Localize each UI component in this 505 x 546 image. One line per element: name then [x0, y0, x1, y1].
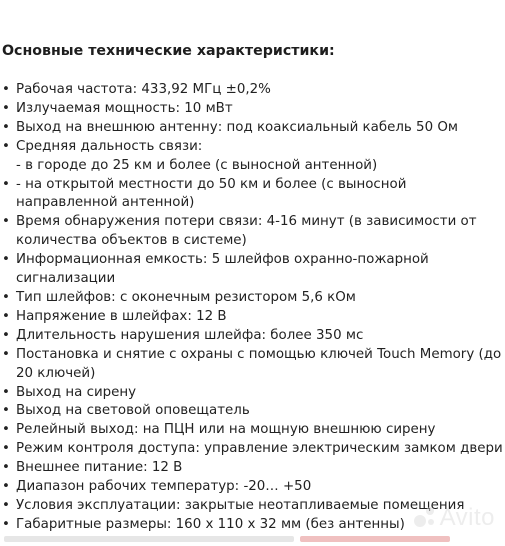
- cut-off-next-line: [0, 536, 505, 546]
- spec-item: [0, 421, 505, 440]
- spec-item: [0, 251, 505, 270]
- spec-text: Напряжение в шлейфах: 12 В: [16, 308, 227, 324]
- spec-text: Габаритные размеры: 160 х 110 х 32 мм (без антенны): [16, 516, 405, 532]
- bullet-icon: •: [2, 252, 10, 268]
- spec-item: [0, 157, 505, 176]
- bullet-icon: •: [2, 516, 10, 532]
- bullet-icon: •: [2, 422, 10, 438]
- spec-item: [0, 478, 505, 497]
- spec-text: Диапазон рабочих температур: -20… +50: [16, 479, 312, 495]
- spec-text: Условия эксплуатации: закрытые неотапливаемые помещения: [16, 497, 465, 513]
- spec-item: [0, 308, 505, 327]
- bullet-icon: •: [2, 308, 10, 324]
- spec-text: Режим контроля доступа: управление электрическим замком двери: [16, 441, 503, 457]
- bullet-icon: •: [2, 100, 10, 116]
- spec-item: [0, 232, 505, 251]
- spec-text: направленной антенной): [16, 195, 195, 211]
- spec-text: Средняя дальность связи:: [16, 138, 203, 154]
- bullet-icon: •: [2, 441, 10, 457]
- spec-text: Выход на внешнюю антенну: под коаксиальный кабель 50 Ом: [16, 119, 458, 135]
- spec-item: [0, 365, 505, 384]
- bullet-icon: •: [2, 497, 10, 513]
- avito-watermark-text: Avito: [439, 504, 495, 531]
- spec-text: Выход на световой оповещатель: [16, 403, 250, 419]
- spec-text: Тип шлейфов: с оконечным резистором 5,6 кОм: [16, 289, 356, 305]
- spec-text: Информационная емкость: 5 шлейфов охранно-пожарной: [16, 252, 429, 268]
- avito-watermark: [414, 504, 495, 532]
- spec-item: [0, 270, 505, 289]
- cut-off-previous-line: [20, 0, 490, 5]
- spec-text: Постановка и снятие с охраны с помощью ключей Touch Memory (до: [16, 346, 502, 362]
- spec-item: [0, 402, 505, 421]
- spec-item: [0, 440, 505, 459]
- avito-dots-icon: [414, 507, 436, 529]
- spec-item: [0, 346, 505, 365]
- spec-item: [0, 327, 505, 346]
- spec-item: [0, 138, 505, 157]
- spec-item: [0, 100, 505, 119]
- spec-text: Выход на сирену: [16, 384, 137, 400]
- bullet-icon: •: [2, 479, 10, 495]
- bullet-icon: •: [2, 138, 10, 154]
- spec-item: [0, 194, 505, 213]
- spec-text: Рабочая частота: 433,92 МГц ±0,2%: [16, 82, 271, 97]
- bullet-icon: •: [2, 176, 10, 192]
- spec-text: Время обнаружения потери связи: 4-16 минут (в зависимости от: [16, 214, 477, 230]
- spec-text: Внешнее питание: 12 В: [16, 460, 183, 476]
- specs-list: [0, 81, 505, 535]
- spec-item: [0, 213, 505, 232]
- spec-text: Релейный выход: на ПЦН или на мощную внешнюю сирену: [16, 422, 436, 438]
- spec-item: [0, 81, 505, 100]
- bullet-icon: •: [2, 460, 10, 476]
- spec-text: количества объектов в системе): [16, 233, 247, 249]
- spec-item: [0, 289, 505, 308]
- bullet-icon: •: [2, 119, 10, 135]
- spec-text: Излучаемая мощность: 10 мВт: [16, 100, 233, 116]
- spec-text: - в городе до 25 км и более (с выносной антенной): [16, 157, 378, 173]
- spec-item: [0, 119, 505, 138]
- spec-text: 20 ключей): [16, 365, 96, 381]
- spec-item: [0, 176, 505, 195]
- spec-item: [0, 459, 505, 478]
- spec-text: - на открытой местности до 50 км и более (с выносной: [16, 176, 407, 192]
- bullet-icon: •: [2, 384, 10, 400]
- bullet-icon: •: [2, 289, 10, 305]
- specs-heading: Основные технические характеристики:: [2, 43, 335, 59]
- bullet-icon: •: [2, 82, 10, 97]
- spec-item: [0, 384, 505, 403]
- bullet-icon: •: [2, 327, 10, 343]
- spec-text: Длительность нарушения шлейфа: более 350 мс: [16, 327, 364, 343]
- bullet-icon: •: [2, 346, 10, 362]
- spec-text: сигнализации: [16, 271, 116, 287]
- bullet-icon: •: [2, 214, 10, 230]
- bullet-icon: •: [2, 403, 10, 419]
